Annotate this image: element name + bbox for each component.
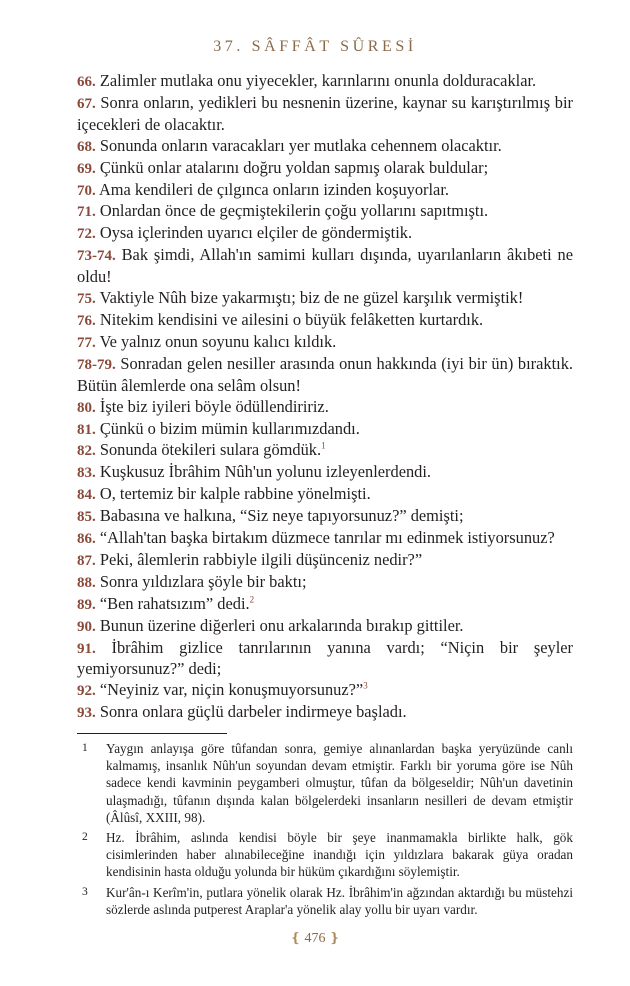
verse-text: Sonra onlara güçlü darbeler indirmeye başladı. bbox=[99, 702, 407, 722]
verse-number: 78-79. bbox=[77, 356, 116, 373]
verse-text: Ama kendileri de çılgınca onların izinden koşuyorlar. bbox=[98, 179, 449, 199]
verse bbox=[77, 550, 573, 572]
verse bbox=[77, 594, 573, 616]
verse-number: 91. bbox=[77, 640, 96, 657]
footnote-marker[interactable]: 2 bbox=[249, 594, 255, 605]
verse-text: Ve yalnız onun soyunu kalıcı kıldık. bbox=[99, 331, 337, 351]
verse bbox=[77, 310, 573, 332]
verse bbox=[77, 93, 573, 136]
verse bbox=[77, 332, 573, 354]
verse-number: 70. bbox=[77, 182, 96, 199]
verse-text: Vaktiyle Nûh bize yakarmıştı; biz de ne güzel karşılık vermiştik! bbox=[99, 288, 524, 308]
verse-text: Bak şimdi, Allah'ın samimi kulları dışında, uyarılanların âkıbeti ne oldu! bbox=[77, 245, 573, 287]
verse-text: İbrâhim gizlice tanrılarının yanına vardı; “Niçin bir şeyler yemiyorsunuz?” dedi; bbox=[77, 637, 573, 679]
footnote-text: Hz. İbrâhim, aslında kendisi böyle bir şeye inanmamakla birlikte halk, gök cisimlerinden haber alınabileceğine inandığı için yıldızlara bakarak güya oradan kendisinin hasta olduğu yolunda bir hüküm çıkardığını söylemiştir. bbox=[106, 830, 573, 880]
footnote bbox=[77, 884, 573, 918]
verse-number: 75. bbox=[77, 291, 96, 308]
verse-number: 82. bbox=[77, 443, 96, 460]
verse bbox=[77, 223, 573, 245]
verse bbox=[77, 572, 573, 594]
verse bbox=[77, 702, 573, 724]
footnote-text: Yaygın anlayışa göre tûfandan sonra, gemiye alınanlardan başka yeryüzünde canlı kalmamış, insanlık Nûh'un soyundan devam etmiştir. Farklı bir yoruma göre ise Nûh sadece kendi kavminin peygamberi olmuştur, tûfan da bölgeseldir; Nûh'un davetinin ulaşmadığı, tûfanın dışında kalan bölgelerdeki insanların nesilleri de devam etmiştir (Âlûsî, XXIII, 98). bbox=[106, 741, 573, 825]
verse-number: 76. bbox=[77, 312, 96, 329]
verse-number: 87. bbox=[77, 552, 96, 569]
verse-number: 84. bbox=[77, 487, 96, 504]
verse bbox=[77, 440, 573, 462]
verse-text: “Ben rahatsızım” dedi. bbox=[99, 593, 250, 613]
verse bbox=[77, 419, 573, 441]
footnote bbox=[77, 740, 573, 826]
verse-text: Sonunda ötekileri sulara gömdük. bbox=[99, 440, 322, 460]
folio-ornament-left: ❴ bbox=[290, 930, 301, 945]
verse bbox=[77, 158, 573, 180]
verse-text: Çünkü onlar atalarını doğru yoldan sapmış olarak buldular; bbox=[99, 157, 489, 177]
verse bbox=[77, 245, 573, 288]
footnote-number: 1 bbox=[82, 742, 88, 754]
verse-text: Bunun üzerine diğerleri onu arkalarında bırakıp gittiler. bbox=[99, 615, 464, 635]
page-number: 476 bbox=[304, 931, 326, 946]
verse-text: O, tertemiz bir kalple rabbine yönelmişti. bbox=[99, 484, 371, 504]
verse-number: 73-74. bbox=[77, 248, 116, 265]
verse-text: Zalimler mutlaka onu yiyecekler, karınlarını onunla dolduracaklar. bbox=[99, 71, 537, 90]
verse bbox=[77, 484, 573, 506]
verse-text: Oysa içlerinden uyarıcı elçiler de göndermiştik. bbox=[99, 223, 413, 243]
footnote-rule bbox=[77, 733, 227, 734]
verse-text: İşte biz iyileri böyle ödüllendiririz. bbox=[99, 396, 329, 416]
footnote-marker[interactable]: 1 bbox=[321, 440, 326, 451]
verse-text: Sonra yıldızlara şöyle bir baktı; bbox=[99, 571, 307, 591]
verse-number: 72. bbox=[77, 226, 96, 243]
running-head: 37. SÂFFÂT SÛRESİ bbox=[213, 38, 417, 55]
footnote-list bbox=[77, 740, 573, 921]
verse-list bbox=[77, 71, 573, 724]
footnote-number: 2 bbox=[82, 831, 88, 844]
verse bbox=[77, 354, 573, 397]
verse-number: 71. bbox=[77, 204, 96, 221]
verse bbox=[77, 71, 573, 93]
verse-text: Sonunda onların varacakları yer mutlaka cehennem olacaktır. bbox=[99, 135, 502, 155]
verse bbox=[77, 397, 573, 419]
verse-text: Çünkü o bizim mümin kullarımızdandı. bbox=[99, 418, 360, 438]
footnote-text: Kur'ân-ı Kerîm'in, putlara yönelik olarak Hz. İbrâhim'in ağzından aktardığı bu müstehzi sözlerde aslında putperest Araplar'a yönelik alay yollu bir uyarı vardır. bbox=[106, 884, 573, 917]
verse bbox=[77, 506, 573, 528]
footnote bbox=[77, 829, 573, 881]
verse-number: 89. bbox=[77, 596, 96, 613]
verse-number: 77. bbox=[77, 334, 96, 351]
verse bbox=[77, 638, 573, 681]
verse-number: 93. bbox=[77, 705, 96, 722]
verse bbox=[77, 136, 573, 158]
verse-number: 86. bbox=[77, 531, 96, 548]
verse bbox=[77, 680, 573, 702]
footnote-marker[interactable]: 3 bbox=[363, 680, 368, 691]
verse-text: “Allah'tan başka birtakım düzmece tanrılar mı edinmek istiyorsunuz? bbox=[99, 528, 555, 548]
verse-text: Peki, âlemlerin rabbiyle ilgili düşünceniz nedir?” bbox=[99, 549, 423, 569]
verse bbox=[77, 288, 573, 310]
verse-text: Sonradan gelen nesiller arasında onun hakkında (iyi bir ün) bıraktık. Bütün âlemlerde ona selâm olsun! bbox=[77, 353, 573, 395]
verse-text: “Neyiniz var, niçin konuşmuyorsunuz?” bbox=[99, 680, 364, 700]
verse-number: 68. bbox=[77, 138, 96, 155]
verse-number: 81. bbox=[77, 421, 96, 438]
verse bbox=[77, 528, 573, 550]
folio-ornament-right: ❵ bbox=[329, 930, 340, 945]
verse-number: 92. bbox=[77, 683, 96, 700]
verse-text: Nitekim kendisini ve ailesini o büyük felâketten kurtardık. bbox=[99, 309, 484, 329]
verse-number: 66. bbox=[77, 74, 96, 90]
verse bbox=[77, 180, 573, 202]
footnote-number: 3 bbox=[82, 885, 88, 898]
verse-text: Kuşkusuz İbrâhim Nûh'un yolunu izleyenlerdendi. bbox=[99, 462, 432, 482]
verse-text: Babasına ve halkına, “Siz neye tapıyorsunuz?” demişti; bbox=[99, 506, 464, 526]
verse-number: 80. bbox=[77, 399, 96, 416]
verse-number: 69. bbox=[77, 160, 96, 177]
verse bbox=[77, 201, 573, 223]
verse-text: Onlardan önce de geçmiştekilerin çoğu yollarını sapıtmıştı. bbox=[99, 201, 489, 221]
verse-number: 67. bbox=[77, 95, 96, 112]
verse-number: 85. bbox=[77, 509, 96, 526]
verse-text: Sonra onların, yedikleri bu nesnenin üzerine, kaynar su karıştırılmış bir içecekleri de olacaktır. bbox=[77, 92, 573, 134]
page-folio bbox=[0, 930, 630, 947]
verse bbox=[77, 616, 573, 638]
verse bbox=[77, 462, 573, 484]
verse-number: 83. bbox=[77, 465, 96, 482]
verse-number: 88. bbox=[77, 574, 96, 591]
verse-number: 90. bbox=[77, 618, 96, 635]
